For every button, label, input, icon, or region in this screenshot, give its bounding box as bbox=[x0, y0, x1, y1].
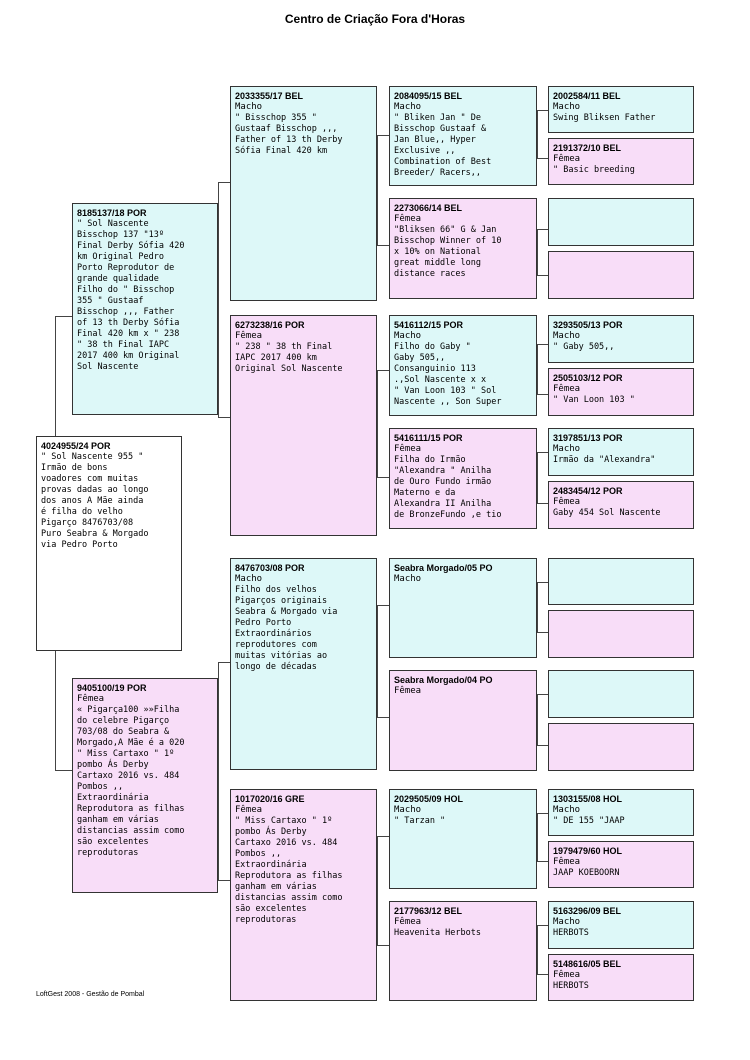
sex-label: Fêmea bbox=[553, 857, 581, 867]
sex-label: Fêmea bbox=[553, 154, 581, 164]
ring-number: 1979479/60 HOL bbox=[553, 846, 623, 856]
ring-number: 3197851/13 POR bbox=[553, 433, 623, 443]
pedigree-g12[interactable] bbox=[548, 723, 694, 771]
description: HERBOTS bbox=[553, 981, 589, 991]
sex-label: Macho bbox=[235, 574, 263, 584]
description: Filho dos velhos Pigarços originais Seabra & Morgado via Pedro Porto Extraordinários reprodutores com muitas vitórias ao longo de décadas bbox=[235, 585, 338, 672]
ring-number: 8185137/18 POR bbox=[77, 208, 147, 218]
description: " Sol Nascente Bisschop 137 "13º Final Derby Sófia 420 km Original Pedro Porto Reprodutor de grande qualidade Filho do " Bisschop 355 " Gustaaf Bisschop ,,, Father of 13 th Derby Sófia Final 420 km x " 238 " 38 th Final IAPC 2017 400 km Original Sol Nascente bbox=[77, 219, 185, 372]
description: HERBOTS bbox=[553, 928, 589, 938]
pedigree-g13[interactable] bbox=[548, 789, 694, 836]
pedigree-g7[interactable] bbox=[548, 428, 694, 476]
sex-label: Fêmea bbox=[77, 694, 105, 704]
pedigree-sdd[interactable] bbox=[389, 428, 537, 529]
pedigree-sss[interactable] bbox=[389, 86, 537, 186]
description: " Miss Cartaxo " 1º pombo Ás Derby Cartaxo 2016 vs. 484 Pombos ,, Extraordinária Reprodutora as filhas ganham em várias distancias assim como são excelentes reprodutoras bbox=[235, 816, 343, 925]
description: " Basic breeding bbox=[553, 165, 635, 175]
ring-number: Seabra Morgado/04 PO bbox=[394, 675, 493, 685]
pedigree-g3[interactable] bbox=[548, 198, 694, 246]
description: " Sol Nascente 955 " Irmão de bons voadores com muitas provas dadas ao longo dos anos A Mãe ainda é filha do velho Pigarço 8476703/08 Puro Seabra & Morgado via Pedro Porto bbox=[41, 452, 149, 550]
description: " Bisschop 355 " Gustaaf Bisschop ,,, Father of 13 th Derby Sófia Final 420 km bbox=[235, 113, 343, 156]
ring-number: 2191372/10 BEL bbox=[553, 143, 622, 153]
pedigree-ds[interactable] bbox=[230, 558, 377, 770]
ring-number: 2033355/17 BEL bbox=[235, 91, 304, 101]
ring-number: 9405100/19 POR bbox=[77, 683, 147, 693]
pedigree-g14[interactable] bbox=[548, 841, 694, 888]
ring-number: 1017020/16 GRE bbox=[235, 794, 305, 804]
pedigree-dds[interactable] bbox=[389, 789, 537, 889]
sex-label: Fêmea bbox=[394, 214, 422, 224]
description: " Van Loon 103 " bbox=[553, 395, 635, 405]
ring-number: 5148616/05 BEL bbox=[553, 959, 622, 969]
pedigree-sire[interactable] bbox=[72, 203, 218, 415]
pedigree-g9[interactable] bbox=[548, 558, 694, 605]
sex-label: Fêmea bbox=[235, 331, 263, 341]
page-title: Centro de Criação Fora d'Horas bbox=[284, 12, 466, 26]
pedigree-g15[interactable] bbox=[548, 901, 694, 949]
pedigree-g6[interactable] bbox=[548, 368, 694, 416]
sex-label: Macho bbox=[553, 102, 581, 112]
sex-label: Fêmea bbox=[553, 497, 581, 507]
sex-label: Macho bbox=[235, 102, 263, 112]
ring-number: 6273238/16 POR bbox=[235, 320, 305, 330]
pedigree-g11[interactable] bbox=[548, 670, 694, 718]
ring-number: 2273066/14 BEL bbox=[394, 203, 463, 213]
description: "Bliksen 66" G & Jan Bisschop Winner of 10 x 10% on National great middle long distance races bbox=[394, 225, 502, 279]
ring-number: 5416112/15 POR bbox=[394, 320, 464, 330]
ring-number: 2505103/12 POR bbox=[553, 373, 623, 383]
description: Heavenita Herbots bbox=[394, 928, 481, 938]
description: " Bliken Jan " De Bisschop Gustaaf & Jan Blue,, Hyper Exclusive ,, Combination of Best Breeder/ Racers,, bbox=[394, 113, 492, 178]
sex-label: Macho bbox=[394, 102, 422, 112]
sex-label: Macho bbox=[553, 805, 581, 815]
pedigree-ddd[interactable] bbox=[389, 901, 537, 1001]
sex-label: Fêmea bbox=[553, 970, 581, 980]
ring-number: 2084095/15 BEL bbox=[394, 91, 463, 101]
ring-number: 2177963/12 BEL bbox=[394, 906, 463, 916]
pedigree-g16[interactable] bbox=[548, 954, 694, 1001]
pedigree-ssd[interactable] bbox=[389, 198, 537, 299]
sex-label: Macho bbox=[553, 444, 581, 454]
pedigree-dd[interactable] bbox=[230, 789, 377, 1001]
pedigree-dam[interactable] bbox=[72, 678, 218, 893]
sex-label: Fêmea bbox=[553, 384, 581, 394]
ring-number: Seabra Morgado/05 PO bbox=[394, 563, 493, 573]
pedigree-g1[interactable] bbox=[548, 86, 694, 133]
description: Irmão da "Alexandra" bbox=[553, 455, 656, 465]
ring-number: 8476703/08 POR bbox=[235, 563, 305, 573]
pedigree-g8[interactable] bbox=[548, 481, 694, 529]
pedigree-dss[interactable] bbox=[389, 558, 537, 658]
pedigree-ss[interactable] bbox=[230, 86, 377, 301]
ring-number: 4024955/24 POR bbox=[41, 441, 111, 451]
description: « Pigarça100 »»Filha do celebre Pigarço 703/08 do Seabra & Morgado,A Mãe é a 020 " Miss Cartaxo " 1º pombo Ás Derby Cartaxo 2016 vs. 484 Pombos ,, Extraordinária Reprodutora as filhas ganham em várias distancias assim como são excelentes reprodutoras bbox=[77, 705, 185, 858]
sex-label: Fêmea bbox=[394, 686, 422, 696]
ring-number: 5163296/09 BEL bbox=[553, 906, 622, 916]
description: " DE 155 "JAAP bbox=[553, 816, 625, 826]
ring-number: 2002584/11 BEL bbox=[553, 91, 621, 101]
description: " Gaby 505,, bbox=[553, 342, 615, 352]
sex-label: Fêmea bbox=[235, 805, 263, 815]
description: Swing Bliksen Father bbox=[553, 113, 656, 123]
pedigree-sd[interactable] bbox=[230, 315, 377, 536]
description: " Tarzan " bbox=[394, 816, 446, 826]
pedigree-subject[interactable] bbox=[36, 436, 182, 651]
pedigree-g5[interactable] bbox=[548, 315, 694, 363]
sex-label: Macho bbox=[394, 331, 422, 341]
description: Filha do Irmão "Alexandra " Anilha de Ouro Fundo irmão Materno e da Alexandra II Anilha de BronzeFundo ,e tio bbox=[394, 455, 502, 520]
description: Gaby 454 Sol Nascente bbox=[553, 508, 661, 518]
ring-number: 2483454/12 POR bbox=[553, 486, 623, 496]
sex-label: Macho bbox=[394, 574, 422, 584]
pedigree-g4[interactable] bbox=[548, 251, 694, 299]
ring-number: 1303155/08 HOL bbox=[553, 794, 623, 804]
ring-number: 5416111/15 POR bbox=[394, 433, 463, 443]
sex-label: Macho bbox=[553, 331, 581, 341]
pedigree-g2[interactable] bbox=[548, 138, 694, 185]
description: Filho do Gaby " Gaby 505,, Consanguinio 113 .,Sol Nascente x x " Van Loon 103 " Sol Nascente ,, Son Super bbox=[394, 342, 502, 407]
sex-label: Macho bbox=[553, 917, 581, 927]
sex-label: Macho bbox=[394, 805, 422, 815]
pedigree-sds[interactable] bbox=[389, 315, 537, 416]
description: " 238 " 38 th Final IAPC 2017 400 km Original Sol Nascente bbox=[235, 342, 343, 374]
ring-number: 3293505/13 POR bbox=[553, 320, 623, 330]
description: JAAP KOEBOORN bbox=[553, 868, 620, 878]
ring-number: 2029505/09 HOL bbox=[394, 794, 464, 804]
pedigree-dsd[interactable] bbox=[389, 670, 537, 771]
footer-note: LoftGest 2008 - Gestão de Pombal bbox=[36, 991, 145, 998]
sex-label: Fêmea bbox=[394, 917, 422, 927]
pedigree-g10[interactable] bbox=[548, 610, 694, 658]
sex-label: Fêmea bbox=[394, 444, 422, 454]
